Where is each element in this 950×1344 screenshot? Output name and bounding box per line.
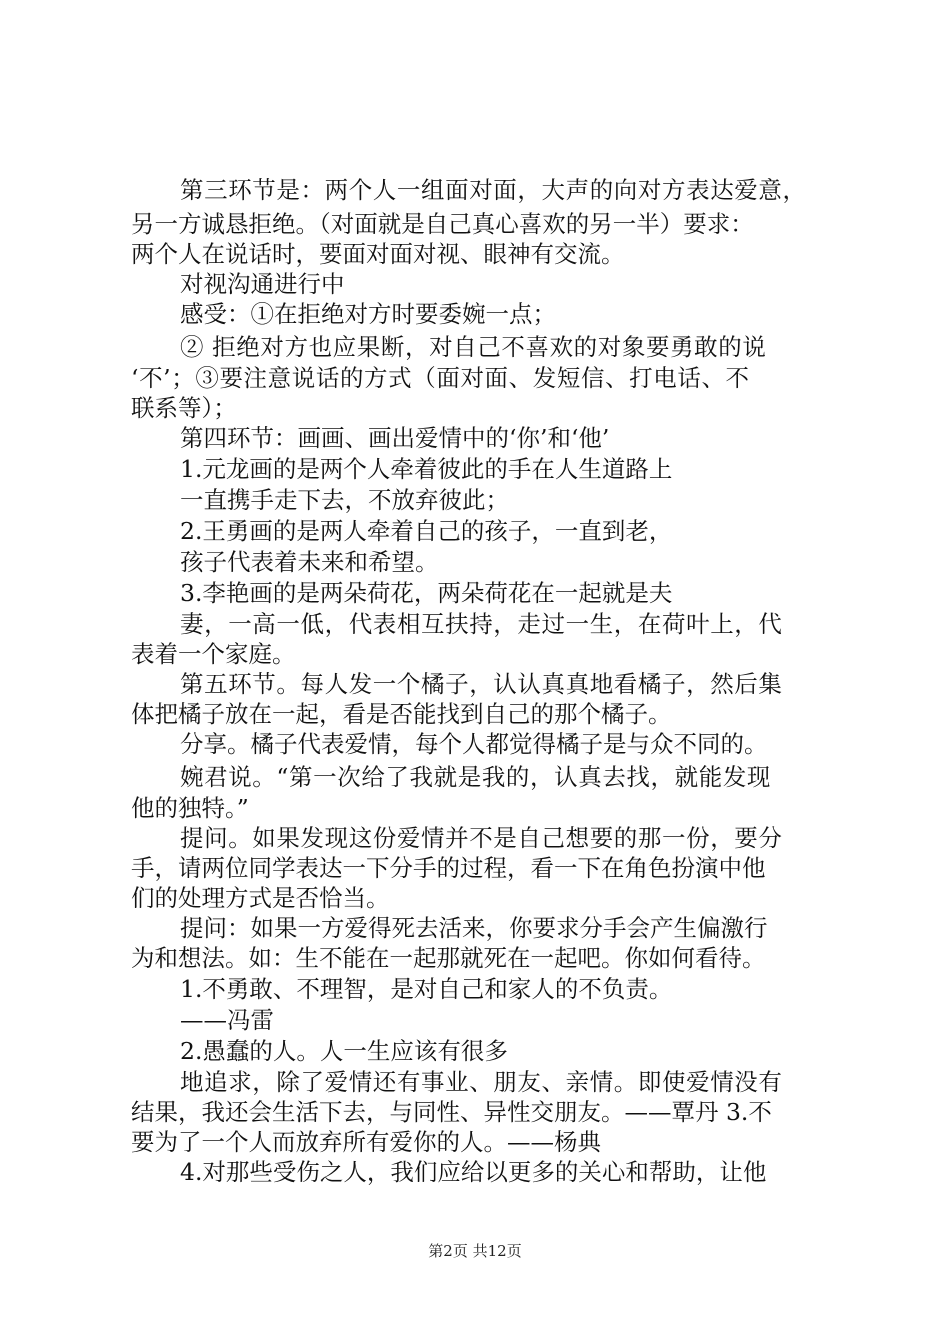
text-line: 表着一个家庭。 bbox=[131, 640, 296, 668]
text-line: 2.愚蠢的人。人一生应该有很多 bbox=[180, 1037, 508, 1065]
text-line: 第五环节。每人发一个橘子，认认真真地看橘子，然后集 bbox=[180, 670, 783, 698]
text-line: 1.不勇敢、不理智，是对自己和家人的不负责。 bbox=[180, 975, 673, 1003]
text-line: 第四环节：画画、画出爱情中的‘你’和‘他’ bbox=[180, 424, 610, 452]
text-line: 地追求，除了爱情还有事业、朋友、亲情。即使爱情没有 bbox=[180, 1068, 783, 1096]
text-line: 对视沟通进行中 bbox=[180, 270, 345, 298]
text-line: 妻，一高一低，代表相互扶持，走过一生，在荷叶上，代 bbox=[180, 610, 783, 638]
text-line: 4.对那些受伤之人，我们应给以更多的关心和帮助，让他 bbox=[180, 1158, 767, 1186]
text-line: 体把橘子放在一起，看是否能找到自己的那个橘子。 bbox=[131, 700, 672, 728]
text-line: 为和想法。如：生不能在一起那就死在一起吧。你如何看待。 bbox=[131, 944, 766, 972]
text-line: 2.王勇画的是两人牵着自己的孩子，一直到老， bbox=[180, 517, 673, 545]
text-line: 他的独特。” bbox=[131, 794, 249, 822]
text-line: 3.李艳画的是两朵荷花，两朵荷花在一起就是夫 bbox=[180, 579, 673, 607]
page-number-footer: 第2页 共12页 bbox=[428, 1242, 522, 1260]
text-line: 一直携手走下去，不放弃彼此； bbox=[180, 486, 509, 514]
text-line: ② 拒绝对方也应果断，对自己不喜欢的对象要勇敢的说 bbox=[180, 333, 767, 361]
text-line: 们的处理方式是否恰当。 bbox=[131, 884, 390, 912]
text-line: 1.元龙画的是两个人牵着彼此的手在人生道路上 bbox=[180, 455, 673, 483]
text-line: 感受：①在拒绝对方时要委婉一点； bbox=[180, 300, 556, 328]
text-line: ——冯雷 bbox=[180, 1006, 274, 1034]
text-line: 两个人在说话时，要面对面对视、眼神有交流。 bbox=[131, 240, 625, 268]
text-line: 手，请两位同学表达一下分手的过程，看一下在角色扮演中他 bbox=[131, 854, 766, 882]
text-line: 提问。如果发现这份爱情并不是自己想要的那一份，要分 bbox=[180, 824, 783, 852]
text-line: 孩子代表着未来和希望。 bbox=[180, 548, 439, 576]
text-line: 婉君说。“第一次给了我就是我的，认真去找，就能发现 bbox=[180, 763, 772, 791]
text-line: 第三环节是：两个人一组面对面，大声的向对方表达爱意， bbox=[180, 176, 807, 204]
text-line: 分享。橘子代表爱情，每个人都觉得橘子是与众不同的。 bbox=[180, 730, 768, 758]
text-line: 联系等）； bbox=[131, 394, 237, 422]
text-line: ‘不’；③要注意说话的方式（面对面、发短信、打电话、不 bbox=[131, 364, 750, 392]
text-line: 结果，我还会生活下去，与同性、异性交朋友。——覃丹 3.不 bbox=[131, 1098, 772, 1126]
text-line: 要为了一个人而放弃所有爱你的人。——杨典 bbox=[131, 1128, 601, 1156]
text-line: 提问：如果一方爱得死去活来，你要求分手会产生偏激行 bbox=[180, 914, 768, 942]
text-line: 另一方诚恳拒绝。（对面就是自己真心喜欢的另一半）要求： bbox=[131, 210, 754, 238]
